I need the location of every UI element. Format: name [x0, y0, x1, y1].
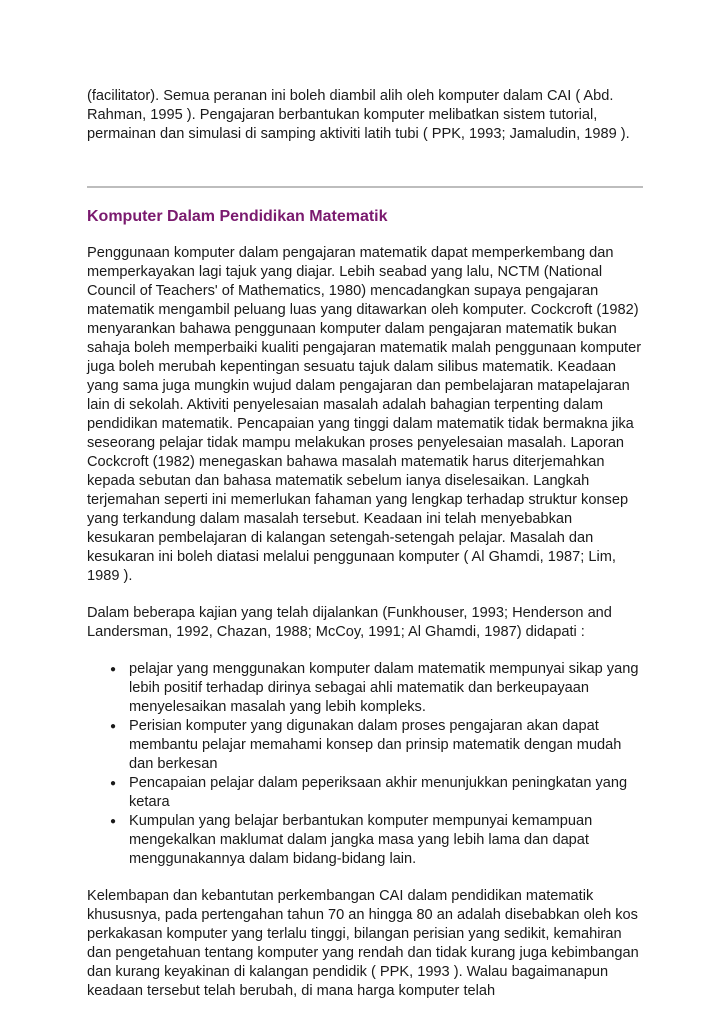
horizontal-divider	[87, 186, 643, 188]
list-item-text: Kumpulan yang belajar berbantukan komputer mempunyai kemampuan mengekalkan maklumat dalam jangka masa yang lebih lama dan dapat menggunakannya dalam bidang-bidang lain.	[129, 813, 593, 867]
list-item	[109, 660, 643, 717]
list-item	[109, 774, 643, 812]
document-page	[87, 87, 643, 1019]
bullet-icon: ●	[109, 721, 117, 732]
bullet-icon: ●	[109, 664, 117, 675]
list-item-text: Perisian komputer yang digunakan dalam proses pengajaran akan dapat membantu pelajar memahami konsep dan prinsip matematik dengan mudah dan berkesan	[129, 718, 622, 772]
list-item-text: Pencapaian pelajar dalam peperiksaan akhir menunjukkan peningkatan yang ketara	[129, 775, 628, 810]
list-item	[109, 812, 643, 869]
list-item-text: pelajar yang menggunakan komputer dalam matematik mempunyai sikap yang lebih positif terhadap dirinya sebagai ahli matematik dan berkeupayaan menyelesaikan masalah yang lebih kompleks.	[129, 661, 639, 715]
bullet-icon: ●	[109, 816, 117, 827]
body-paragraph-3: Kelembapan dan kebantutan perkembangan CAI dalam pendidikan matematik khususnya, pada pertengahan tahun 70 an hingga 80 an adalah disebabkan oleh kos perkakasan komputer yang terlalu tinggi, bilangan perisian yang sedikit, kemahiran dan pengetahuan tentang komputer yang rendah dan tidak kurang juga kebimbangan dan kurang keyakinan di kalangan pendidik ( PPK, 1993 ). Walau bagaimanapun keadaan tersebut telah berubah, di mana harga komputer telah	[87, 888, 639, 999]
list-item	[109, 717, 643, 774]
findings-list	[87, 660, 643, 869]
body-paragraph-2: Dalam beberapa kajian yang telah dijalankan (Funkhouser, 1993; Henderson and Landersman, 1992, Chazan, 1988; McCoy, 1991; Al Ghamdi, 1987) didapati :	[87, 605, 612, 640]
body-paragraph-1: Penggunaan komputer dalam pengajaran matematik dapat memperkembang dan memperkayakan lagi tajuk yang diajar. Lebih seabad yang lalu, NCTM (National Council of Teachers' of Mathematics, 1980) mencadangkan supaya pengajaran matematik mengambil peluang luas yang ditawarkan oleh komputer. Cockcroft (1982) menyarankan bahawa penggunaan komputer dalam pengajaran matematik bukan sahaja boleh memperbaiki kualiti pengajaran matematik malah penggunaan komputer juga boleh merubah kepentingan sesuatu tajuk dalam silibus matematik. Keadaan yang sama juga mungkin wujud dalam pengajaran dan pembelajaran matapelajaran lain di sekolah. Aktiviti penyelesaian masalah adalah bahagian terpenting dalam pendidikan matematik. Pencapaian yang tinggi dalam matematik tidak bermakna jika seseorang pelajar tidak mampu melakukan proses penyelesaian masalah. Laporan Cockcroft (1982) menegaskan bahawa masalah matematik harus diterjemahkan kepada sebutan dan bahasa matematik sebelum ianya diselesaikan. Langkah terjemahan seperti ini memerlukan fahaman yang lengkap terhadap struktur konsep yang terkandung dalam masalah tersebut. Keadaan ini telah menyebabkan kesukaran pembelajaran di kalangan setengah-setengah pelajar. Masalah dan kesukaran ini boleh diatasi melalui penggunaan komputer ( Al Ghamdi, 1987; Lim, 1989 ).	[87, 245, 642, 584]
intro-paragraph: (facilitator). Semua peranan ini boleh diambil alih oleh komputer dalam CAI ( Abd. Rahman, 1995 ). Pengajaran berbantukan komputer melibatkan sistem tutorial, permainan dan simulasi di samping aktiviti latih tubi ( PPK, 1993; Jamaludin, 1989 ).	[87, 88, 630, 142]
bullet-icon: ●	[109, 778, 117, 789]
section-heading: Komputer Dalam Pendidikan Matematik	[87, 208, 388, 225]
